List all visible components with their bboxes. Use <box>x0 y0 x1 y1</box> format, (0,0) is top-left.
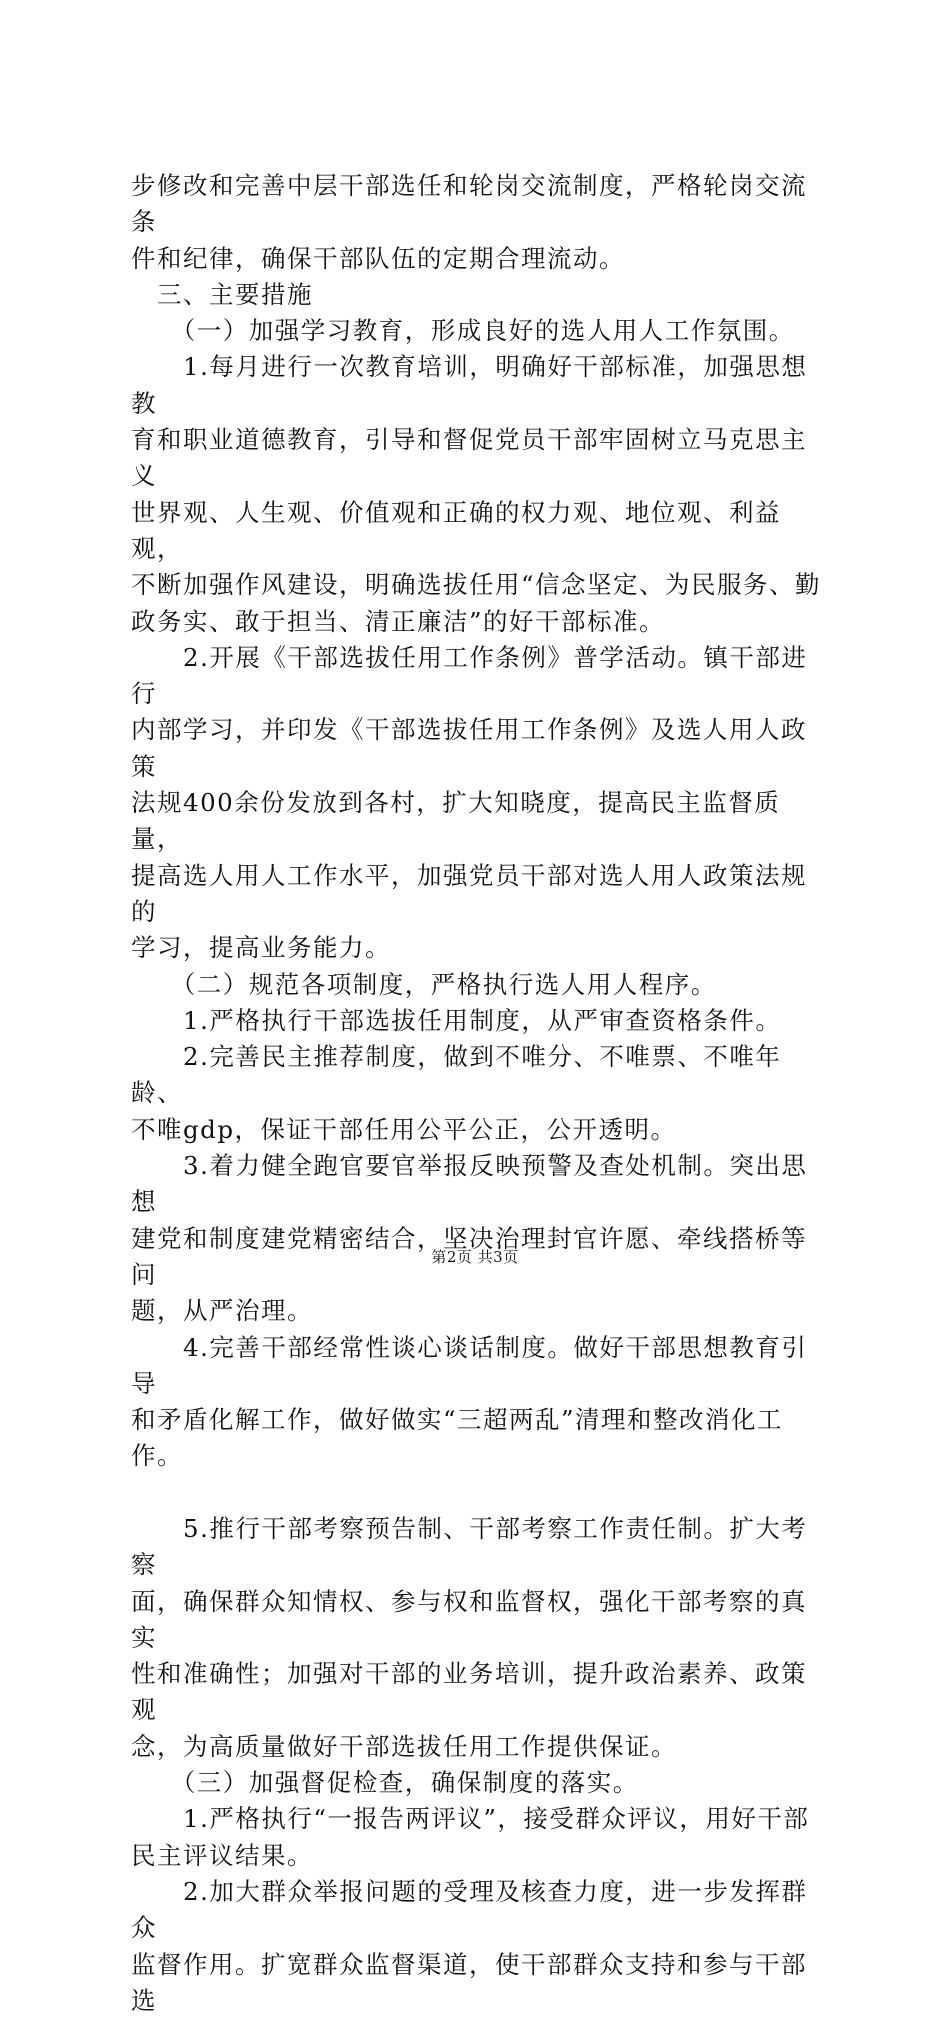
text-line: 民主评议结果。 <box>131 1840 313 1870</box>
text-line: 步修改和完善中层干部选任和轮岗交流制度，严格轮岗交流条 <box>131 171 807 237</box>
text-line: 题，从严治理。 <box>131 1296 313 1326</box>
text-line: 三、主要措施 <box>131 279 313 309</box>
text-line: 念，为高质量做好干部选拔任用工作提供保证。 <box>131 1731 677 1761</box>
text-line: 1.每月进行一次教育培训，明确好干部标准，加强思想教 <box>131 352 808 418</box>
text-line: 监督作用。扩宽群众监督渠道，使干部群众支持和参与干部选 <box>131 1949 807 2015</box>
text-line: （一）加强学习教育，形成良好的选人用人工作氛围。 <box>131 316 795 346</box>
text-line: 5.推行干部考察预告制、干部考察工作责任制。扩大考察 <box>131 1513 808 1580</box>
text-line: 学习，提高业务能力。 <box>131 933 391 963</box>
text-line: 政务实、敢于担当、清正廉洁”的好干部标准。 <box>131 606 666 636</box>
text-line: 1.严格执行“一报告两评议”，接受群众评议，用好干部 <box>131 1804 810 1834</box>
text-line: 3.着力健全跑官要官举报反映预警及查处机制。突出思想 <box>131 1151 808 1217</box>
document-body <box>131 168 831 2019</box>
text-line: 不断加强作风建设，明确选拔任用“信念坚定、为民服务、勤 <box>131 570 822 600</box>
text-line: 性和准确性；加强对干部的业务培训，提升政治素养、政策观 <box>131 1659 807 1725</box>
text-line: （二）规范各项制度，严格执行选人用人程序。 <box>131 969 717 999</box>
text-line: 2.加大群众举报问题的受理及核查力度，进一步发挥群众 <box>131 1876 808 1943</box>
page-footer: 第2页 共3页 <box>431 1248 519 1266</box>
text-line: 法规400余份发放到各村，扩大知晓度，提高民主监督质量， <box>131 788 781 854</box>
text-line: 件和纪律，确保干部队伍的定期合理流动。 <box>131 243 625 273</box>
text-line: 面，确保群众知情权、参与权和监督权，强化干部考察的真实 <box>131 1586 807 1652</box>
text-line: 2.完善民主推荐制度，做到不唯分、不唯票、不唯年龄、 <box>131 1042 782 1108</box>
text-line: 育和职业道德教育，引导和督促党员干部牢固树立马克思主义 <box>131 425 807 491</box>
text-line: 提高选人用人工作水平，加强党员干部对选人用人政策法规的 <box>131 860 807 926</box>
text-line: 建党和制度建党精密结合，坚决治理封官许愿、牵线搭桥等问 <box>131 1223 807 1289</box>
text-line: 内部学习，并印发《干部选拔任用工作条例》及选人用人政策 <box>131 715 807 781</box>
text-line: 2.开展《干部选拔任用工作条例》普学活动。镇干部进行 <box>131 642 808 709</box>
text-line: 和矛盾化解工作，做好做实“三超两乱”清理和整改消化工作。 <box>131 1405 784 1471</box>
text-line: （三）加强督促检查，确保制度的落实。 <box>131 1768 639 1798</box>
text-line: 世界观、人生观、价值观和正确的权力观、地位观、利益观， <box>131 497 781 563</box>
text-line: 4.完善干部经常性谈心谈话制度。做好干部思想教育引导 <box>131 1332 808 1398</box>
text-line: 不唯gdp，保证干部任用公平公正，公开透明。 <box>131 1114 677 1144</box>
text-line: 1.严格执行干部选拔任用制度，从严审查资格条件。 <box>131 1005 782 1035</box>
text-line <box>131 1475 831 1511</box>
